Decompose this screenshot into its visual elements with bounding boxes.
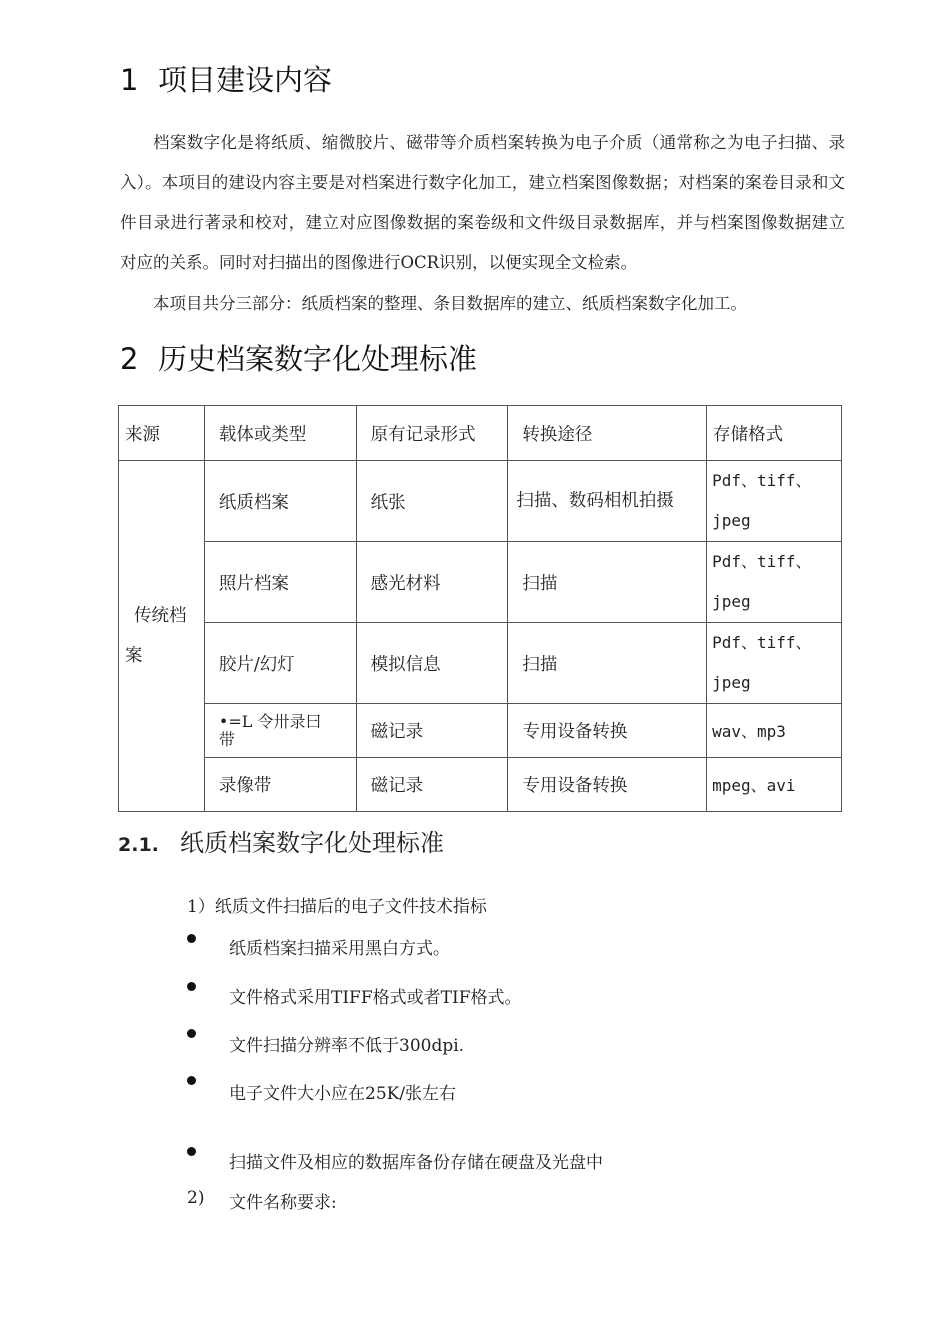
format-line-2: jpeg [712,673,751,692]
section-1-heading [120,58,332,99]
format-line-1: Pdf、tiff、 [712,471,812,490]
section-2-number: 2 [120,342,139,376]
header-format: 存储格式 [707,406,842,461]
format-cell: wav、mp3 [707,704,842,758]
header-method: 转换途径 [508,406,707,461]
source-line-2: 案 [125,646,143,666]
list-item-1: 1）纸质文件扫描后的电子文件技术指标 [187,897,487,917]
record-cell: 模拟信息 [356,623,508,704]
section-2-1-number: 2.1. [118,834,159,856]
type-cell [204,704,356,758]
record-cell: 感光材料 [356,542,508,623]
type-line-2: 带 [218,729,235,749]
bullet-icon [187,934,196,943]
bullet-item: 纸质档案扫描采用黑白方式。 [229,939,450,959]
bullet-item: 扫描文件及相应的数据库备份存储在硬盘及光盘中 [229,1153,603,1173]
header-type: 载体或类型 [204,406,356,461]
list-item-2-text: 文件名称要求: [229,1193,337,1213]
type-cell: 纸质档案 [204,461,356,542]
format-cell [707,542,842,623]
method-cell: 扫描、数码相机拍摄 [508,461,707,542]
bullet-item: 文件扫描分辨率不低于300dpi. [229,1036,465,1056]
section-1-title: 项目建设内容 [158,63,333,97]
header-source: 来源 [119,406,205,461]
format-cell: mpeg、avi [707,758,842,812]
table-row [119,704,842,758]
standards-table [118,405,842,812]
bullet-item: 电子文件大小应在25K/张左右 [229,1084,457,1104]
format-cell [707,623,842,704]
type-cell: 照片档案 [204,542,356,623]
method-cell: 专用设备转换 [508,758,707,812]
source-line-1: 传统档 [134,606,187,626]
section-2-1-heading [118,823,444,858]
type-line-1: •=L 令卅录曰 [218,711,322,731]
list-item-2-number: 2) [187,1188,205,1208]
type-cell: 录像带 [204,758,356,812]
source-cell [119,461,205,812]
table-row [119,758,842,812]
format-line-1: Pdf、tiff、 [712,633,812,652]
format-cell [707,461,842,542]
format-line-1: Pdf、tiff、 [712,552,812,571]
section-2-heading [120,337,477,378]
header-record: 原有记录形式 [356,406,508,461]
bullet-item: 文件格式采用TIFF格式或者TIF格式。 [229,988,522,1008]
table-row [119,542,842,623]
section-1-number: 1 [120,63,139,97]
section-1-paragraph-2: 本项目共分三部分：纸质档案的整理、条目数据库的建立、纸质档案数字化加工。 [153,294,747,313]
method-cell: 专用设备转换 [508,704,707,758]
format-line-2: jpeg [712,592,751,611]
format-line-2: jpeg [712,511,751,530]
method-cell: 扫描 [508,542,707,623]
bullet-icon [187,1147,196,1156]
record-cell: 磁记录 [356,758,508,812]
section-1-paragraph-1: 档案数字化是将纸质、缩微胶片、磁带等介质档案转换为电子介质（通常称之为电子扫描、录入）。本项目的建设内容主要是对档案进行数字化加工，建立档案图像数据；对档案的案卷目录和文件目录进行著录和校对，建立对应图像数据的案卷级和文件级目录数据库，并与档案图像数据建立对应的关系。同时对扫描出的图像进行OCR识别，以便实现全文检索。 [120,133,845,272]
method-cell: 扫描 [508,623,707,704]
record-cell: 纸张 [356,461,508,542]
table-header-row [119,406,842,461]
record-cell: 磁记录 [356,704,508,758]
bullet-icon [187,1029,196,1038]
table-row [119,623,842,704]
section-2-1-title: 纸质档案数字化处理标准 [180,829,444,857]
section-2-title: 历史档案数字化处理标准 [158,342,478,376]
table-row [119,461,842,542]
bullet-icon [187,982,196,991]
type-cell: 胶片/幻灯 [204,623,356,704]
bullet-icon [187,1076,196,1085]
